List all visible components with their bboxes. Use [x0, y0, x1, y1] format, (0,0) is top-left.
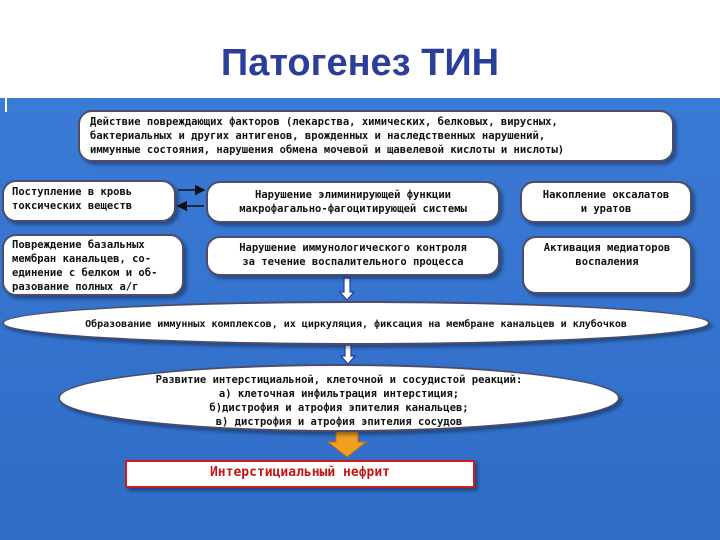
result-text: Интерстициальный нефрит [209, 465, 390, 480]
oxalates-line-1: Накопление оксалатов [542, 189, 670, 201]
factors-line-3: иммунные состояния, нарушения обмена мочевой и щавелевой кислоты и нислоты) [90, 144, 565, 156]
box-mediators [522, 236, 692, 294]
box-damaging-factors [78, 110, 674, 162]
mediators-line-2: воспаления [575, 256, 639, 268]
box-oxalates [520, 181, 692, 223]
arrow-down-2 [341, 345, 355, 364]
box-elimination [206, 181, 500, 223]
oxalates-line-2: и уратов [580, 203, 632, 215]
ellipse-reactions [58, 364, 620, 432]
ellipse-immune-complexes [2, 301, 710, 345]
immune-control-line-2: за течение воспалительного процесса [242, 256, 464, 268]
toxins-line-1: Поступление в кровь [12, 186, 133, 198]
elimination-line-2: макрофагально-фагоцитирующей системы [239, 203, 467, 215]
membranes-line-4: разование полных а/г [12, 281, 139, 293]
box-result-nephritis [125, 460, 475, 488]
mediators-line-1: Активация медиаторов [543, 242, 671, 254]
box-immune-control [206, 236, 500, 276]
toxins-line-2: токсических веществ [12, 200, 133, 212]
membranes-line-3: единение с белком и об- [12, 267, 158, 279]
immune-control-line-1: Нарушение иммунологического контроля [239, 242, 467, 254]
slide-title: Патогенез ТИН [220, 42, 500, 84]
box-toxins [2, 180, 176, 222]
factors-line-1: Действие повреждающих факторов (лекарства, химических, белковых, вирусных, [90, 116, 558, 128]
arrow-down-1 [340, 278, 354, 300]
elimination-line-1: Нарушение элиминирующей функции [255, 189, 451, 201]
arrow-down-result [328, 431, 366, 457]
reactions-line-3: б)дистрофия и атрофия эпителия канальцев; [209, 402, 469, 414]
complexes-text: Образование иммунных комплексов, их циркуляция, фиксация на мембране канальцев и клубочков [85, 319, 627, 330]
reactions-line-4: в) дистрофия и атрофия эпителия сосудов [215, 416, 463, 428]
membranes-line-2: мембран канальцев, со- [12, 253, 152, 265]
reactions-line-1: Развитие интерстициальной, клеточной и сосудистой реакций: [155, 374, 523, 386]
reactions-line-2: а) клеточная инфильтрация интерстиция; [218, 388, 460, 400]
box-membranes [2, 234, 184, 296]
factors-line-2: бактериальных и других антигенов, врожденных и наследственных нарушений, [90, 130, 546, 142]
membranes-line-1: Повреждение базальных [12, 239, 145, 251]
